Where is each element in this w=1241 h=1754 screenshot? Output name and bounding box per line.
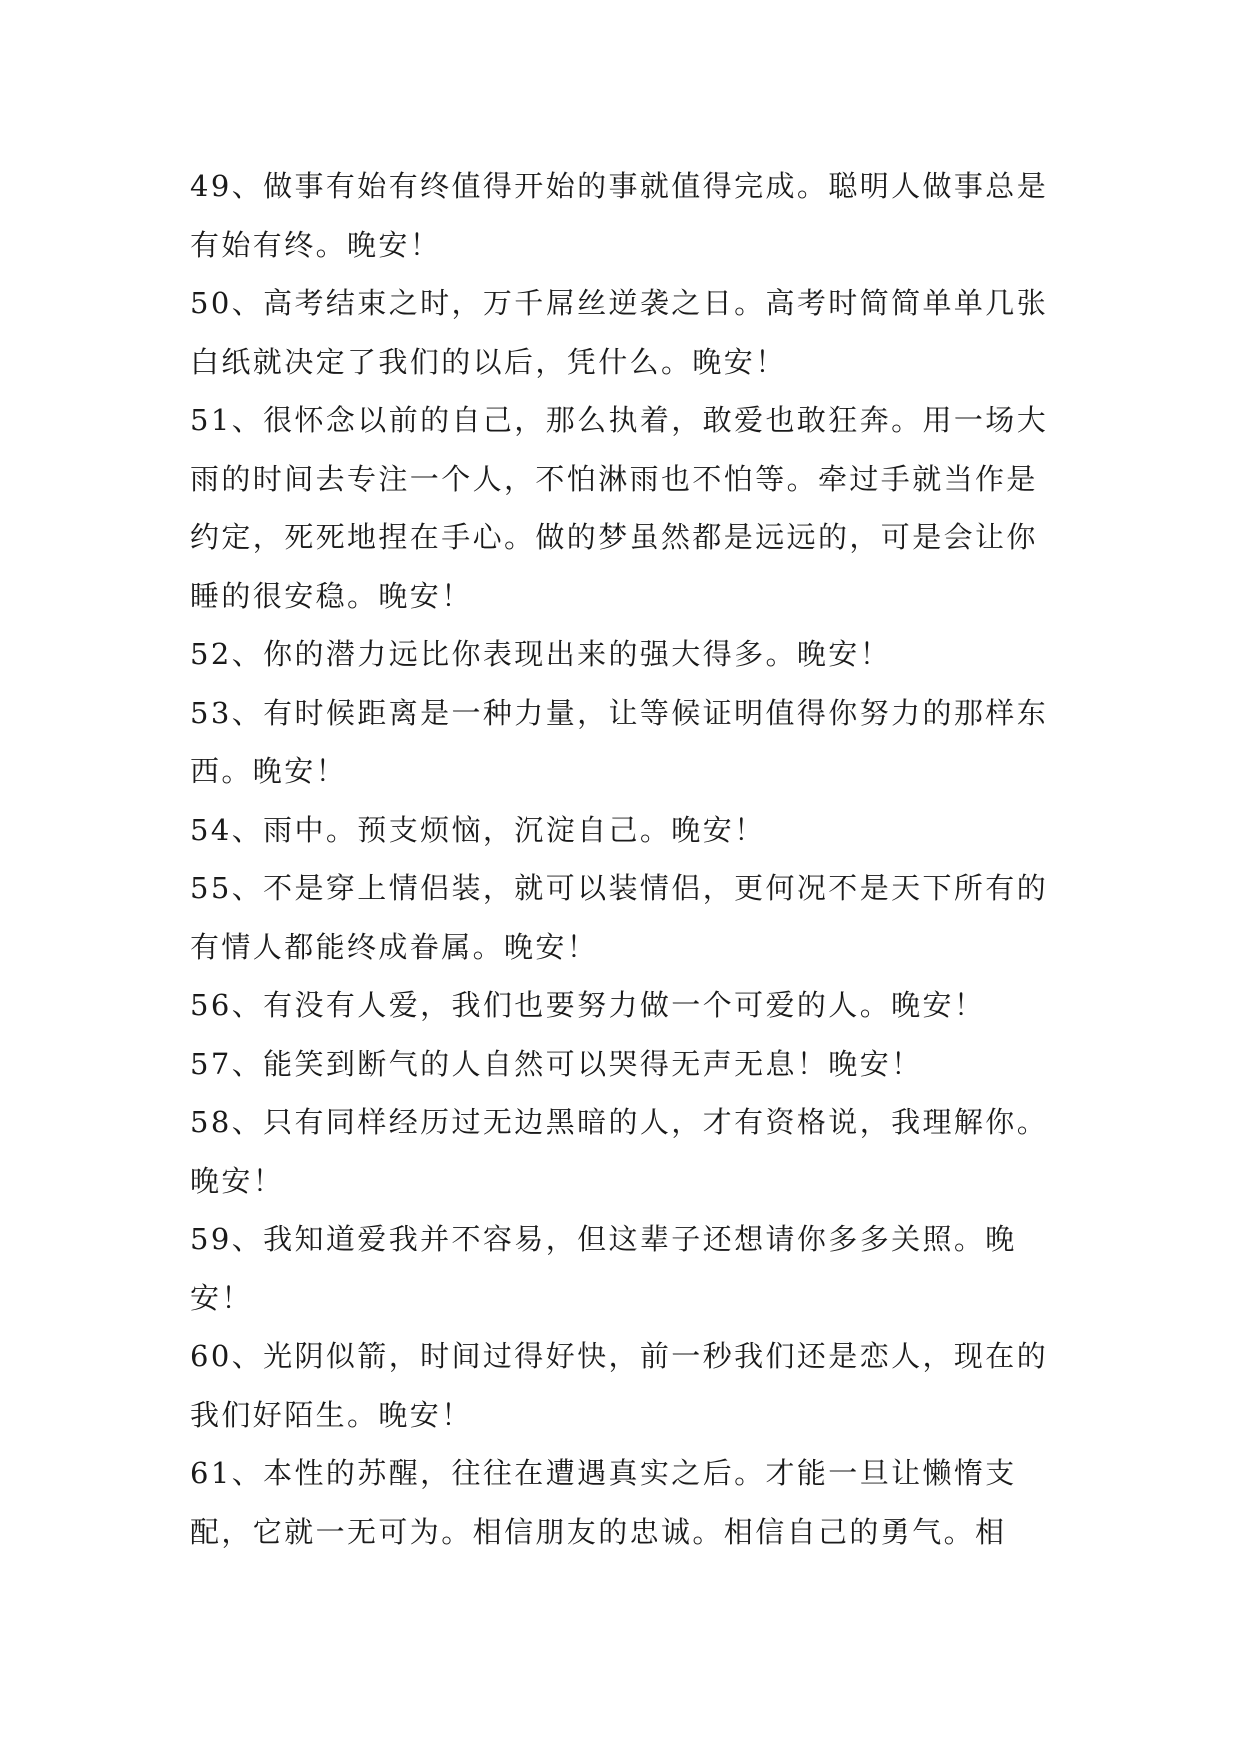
paragraph-60: 60、光阴似箭，时间过得好快，前一秒我们还是恋人，现在的我们好陌生。晚安！ xyxy=(190,1339,1049,1432)
paragraph-57: 57、能笑到断气的人自然可以哭得无声无息！晚安！ xyxy=(190,1046,923,1081)
paragraph-58: 58、只有同样经历过无边黑暗的人，才有资格说，我理解你。晚安！ xyxy=(190,1105,1049,1198)
paragraph-61: 61、本性的苏醒，往往在遭遇真实之后。才能一旦让懒惰支配，它就一无可为。相信朋友的忠诚。相信自己的勇气。相 xyxy=(190,1456,1017,1549)
paragraph-49: 49、做事有始有终值得开始的事就值得完成。聪明人做事总是有始有终。晚安！ xyxy=(190,169,1049,262)
paragraph-56: 56、有没有人爱，我们也要努力做一个可爱的人。晚安！ xyxy=(190,988,986,1022)
paragraph-53: 53、有时候距离是一种力量，让等候证明值得你努力的那样东西。晚安！ xyxy=(190,695,1049,788)
paragraph-52: 52、你的潜力远比你表现出来的强大得多。晚安！ xyxy=(190,637,892,671)
document-body xyxy=(190,157,1060,1561)
paragraph-54: 54、雨中。预支烦恼，沉淀自己。晚安！ xyxy=(190,812,766,847)
paragraph-59: 59、我知道爱我并不容易，但这辈子还想请你多多关照。晚安！ xyxy=(190,1222,1017,1315)
paragraph-50: 50、高考结束之时，万千屌丝逆袭之日。高考时简简单单几张白纸就决定了我们的以后，凭什么。晚安！ xyxy=(190,286,1049,379)
paragraph-55: 55、不是穿上情侣装，就可以装情侣，更何况不是天下所有的有情人都能终成眷属。晚安！ xyxy=(190,871,1049,964)
paragraph-51: 51、很怀念以前的自己，那么执着，敢爱也敢狂奔。用一场大雨的时间去专注一个人，不怕淋雨也不怕等。牵过手就当作是约定，死死地捏在手心。做的梦虽然都是远远的，可是会让你睡的很安稳。晚安！ xyxy=(190,403,1049,613)
